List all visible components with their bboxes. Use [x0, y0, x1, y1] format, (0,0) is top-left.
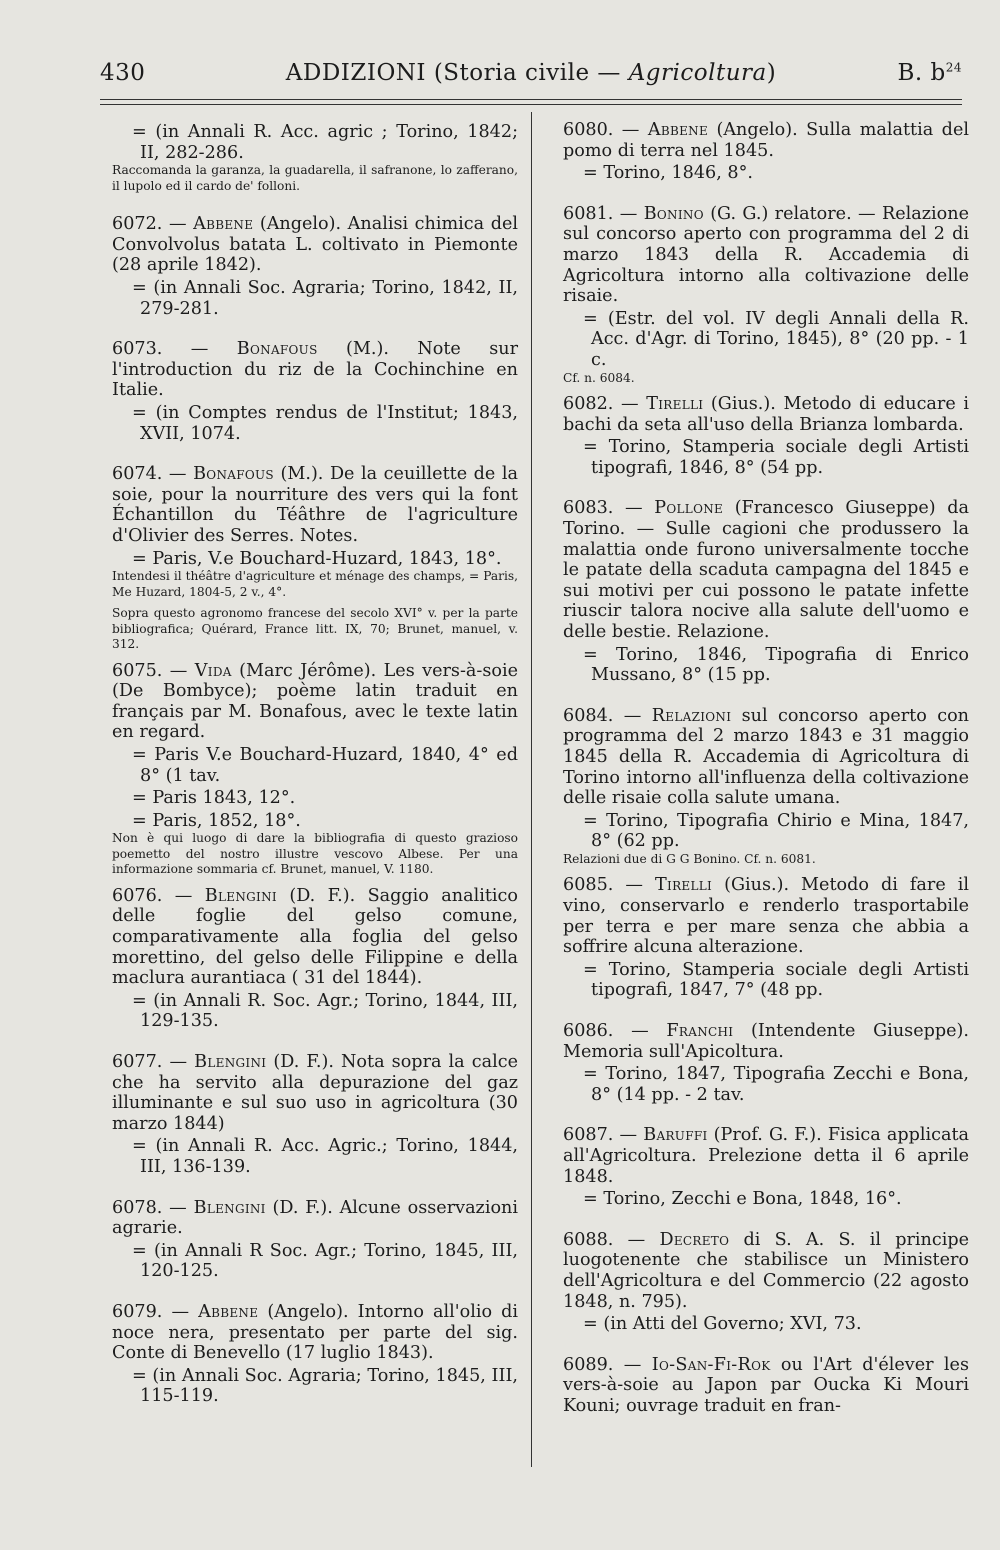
- entry-author: Franchi: [666, 1020, 734, 1041]
- entry-number: 6080.: [563, 120, 614, 140]
- entry-publication: = Torino, Zecchi e Bona, 1848, 16°.: [583, 1189, 902, 1210]
- entry-author: Blengini: [194, 1052, 267, 1072]
- entry-author: Abbene: [647, 120, 709, 140]
- entry-number: 6083.: [563, 498, 614, 519]
- entry-author: Blengini: [193, 1197, 266, 1218]
- entry-author: Tirelli: [655, 875, 713, 896]
- entry-text: 6086. — Franchi (Intendente Giuseppe). Memoria sull'Apicoltura.: [563, 1020, 970, 1062]
- bibliography-entry-6080: [563, 120, 969, 184]
- entry-publication: = Torino, Tipografia Chirio e Mina, 1847, 8° (62 pp.: [583, 810, 969, 852]
- entry-text: 6084. — Relazioni sul concorso aperto con programma del 2 marzo 1843 e 31 maggio 1845 della R. Accademia di Agricoltura di Torino intorno all'influenza della coltivazione delle risaie colla salute umana.: [563, 705, 970, 809]
- entry-publication: = Torino, 1846, 8°.: [583, 163, 753, 184]
- bibliography-entry-6075: [112, 661, 518, 878]
- entry-publication: = Paris 1843, 12°.: [132, 788, 296, 809]
- entry-number: 6086.: [563, 1020, 614, 1041]
- running-header: [100, 60, 962, 96]
- entry-note: Intendesi il théâtre d'agriculture et ménage des champs, = Paris, Me Huzard, 1804-5, 2 v., 4°.: [112, 569, 518, 599]
- entry-note: Sopra questo agronomo francese del secolo XVI° v. per la parte bibliografica; Quérard, France litt. IX, 70; Brunet, manuel, v. 312.: [112, 606, 518, 652]
- column-divider: [531, 112, 532, 1467]
- bibliography-entry-6073: [112, 339, 518, 444]
- entry-text: 6083. — Pollone (Francesco Giuseppe) da Torino. — Sulle cagioni che produssero la malattia onde furono universalmente tocche le patate della scaduta campagna del 1845 e sui motivi per cui possono le patate infette riuscir talora nocive alla salute dell'uomo e delle bestie. Relazione.: [563, 498, 970, 642]
- entry-publication: = (in Annali R Soc. Agr.; Torino, 1845, III, 120-125.: [132, 1240, 518, 1282]
- entry-text: 6075. — Vida (Marc Jérôme). Les vers-à-soie (De Bombyce); poème latin traduit en français par M. Bonafous, avec le texte latin en regard.: [112, 660, 518, 743]
- entry-author: Abbene: [198, 1301, 259, 1322]
- entry-text: 6081. — Bonino (G. G.) relatore. — Relazione sul concorso aperto con programma del 2 di marzo 1843 della R. Accademia di Agricoltura intorno alla coltivazione delle risaie.: [563, 203, 969, 307]
- entry-author: Vida: [194, 660, 232, 681]
- entry-publication: = (in Annali Soc. Agraria; Torino, 1842, II, 279-281.: [132, 277, 518, 319]
- signature-mark: B. $b^{24}$: [897, 60, 962, 86]
- entry-author: Abbene: [193, 214, 254, 235]
- bibliography-entry-6079: [112, 1302, 518, 1407]
- right-column: [563, 120, 969, 1436]
- entry-note: Relazioni due di G G Bonino. Cf. n. 6081.: [563, 851, 816, 866]
- bibliography-entry-6078: [112, 1198, 518, 1282]
- bibliography-entry-6089: [563, 1355, 969, 1417]
- entry-publication: = Paris, V.e Bouchard-Huzard, 1843, 18°.: [132, 548, 502, 569]
- bibliography-entry-6085: [563, 875, 969, 1001]
- entry-author: Bonafous: [193, 464, 274, 485]
- bibliography-entry: [112, 122, 518, 194]
- entry-author: Bonino: [643, 203, 704, 224]
- entry-text: 6072. — Abbene (Angelo). Analisi chimica del Convolvolus batata L. coltivato in Piemonte (28 aprile 1842).: [112, 214, 518, 276]
- entry-publication: = Paris V.e Bouchard-Huzard, 1840, 4° ed 8° (1 tav.: [132, 744, 518, 786]
- entry-number: 6079.: [112, 1301, 163, 1322]
- entry-number: 6087.: [563, 1125, 614, 1146]
- bibliography-entry-6082: [563, 394, 969, 478]
- entry-number: 6074.: [112, 464, 163, 485]
- entry-number: 6082.: [563, 394, 614, 415]
- entry-text: 6085. — Tirelli (Gius.). Metodo di fare il vino, conservarlo e renderlo trasportabile per terra e per mare senza che abbia a soffrire alcuna alterazione.: [563, 875, 969, 958]
- entry-author: Blengini: [204, 885, 277, 906]
- entry-note: Raccomanda la garanza, la guadarella, il safranone, lo zafferano, il lupolo ed il cardo de' folloni.: [112, 163, 518, 193]
- entry-publication: = Torino, Stamperia sociale degli Artisti tipografi, 1846, 8° (54 pp.: [583, 437, 969, 478]
- entry-number: 6088.: [563, 1229, 614, 1250]
- entry-publication: = Torino, 1847, Tipografia Zecchi e Bona, 8° (14 pp. - 2 tav.: [583, 1064, 969, 1105]
- entry-author: Decreto: [659, 1229, 730, 1250]
- entry-publication: = Torino, 1846, Tipografia di Enrico Mussano, 8° (15 pp.: [583, 644, 969, 686]
- entry-publication: = (Estr. del vol. IV degli Annali della R. Acc. d'Agr. di Torino, 1845), 8° (20 pp. - 1 c.: [583, 308, 969, 370]
- entry-publication: = (in Comptes rendus de l'Institut; 1843, XVII, 1074.: [132, 402, 518, 444]
- entry-publication: = Paris, 1852, 18°.: [132, 810, 301, 831]
- entry-text: 6074. — Bonafous (M.). De la ceuillette de la soie, pour la nourriture des vers qui la font Échantillon du Téâthre de l'agriculture d'Olivier des Serres. Notes.: [112, 464, 519, 546]
- entry-text: 6078. — Blengini (D. F.). Alcune osservazioni agrarie.: [112, 1197, 519, 1239]
- entry-text: 6080. — Abbene (Angelo). Sulla malattia del pomo di terra nel 1845.: [563, 120, 969, 161]
- entry-number: 6084.: [563, 705, 614, 726]
- bibliography-entry-6077: [112, 1052, 518, 1178]
- left-column: [112, 120, 518, 1427]
- entry-text: 6088. — Decreto di S. A. S. il principe luogotenente che stabilisce un Ministero dell'Agricoltura e del Commercio (22 agosto 1848, n. 795).: [563, 1229, 969, 1312]
- entry-note: Non è qui luogo di dare la bibliografia di questo grazioso poemetto del nostro illustre vescovo Albese. Per una informazione sommaria cf. Brunet, manuel, V. 1180.: [112, 831, 518, 877]
- bibliography-entry-6084: [563, 706, 969, 868]
- header-rule: [100, 99, 962, 100]
- entry-author: Bonafous: [236, 339, 318, 360]
- bibliography-entry-6076: [112, 886, 518, 1032]
- header-rule-second: [100, 104, 962, 105]
- entry-text: 6077. — Blengini (D. F.). Nota sopra la calce che ha servito alla depurazione del gaz illuminante e sul suo uso in agricoltura (30 marzo 1844): [112, 1052, 519, 1134]
- bibliography-entry-6087: [563, 1125, 969, 1209]
- entry-publication: = Torino, Stamperia sociale degli Artisti tipografi, 1847, 7° (48 pp.: [583, 959, 969, 1001]
- bibliography-entry-6074: [112, 464, 518, 652]
- bibliography-entry-6072: [112, 214, 518, 319]
- entry-text: 6087. — Baruffi (Prof. G. F.). Fisica applicata all'Agricoltura. Prelezione detta il 6 aprile 1848.: [563, 1125, 970, 1187]
- running-title: ADDIZIONI (Storia civile — Agricoltura): [285, 60, 777, 86]
- bibliography-entry-6081: [563, 204, 969, 386]
- entry-publication: = (in Annali R. Acc. agric ; Torino, 1842; II, 282-286.: [132, 122, 518, 163]
- entry-number: 6077.: [112, 1052, 163, 1072]
- entry-author: Pollone: [654, 498, 724, 519]
- entry-number: 6078.: [112, 1197, 163, 1218]
- entry-publication: = (in Annali Soc. Agraria; Torino, 1845, III, 115-119.: [132, 1365, 518, 1407]
- entry-text: 6082. — Tirelli (Gius.). Metodo di educare i bachi da seta all'uso della Brianza lombarda.: [563, 394, 969, 435]
- entry-author: Tirelli: [646, 394, 704, 415]
- entry-author: Baruffi: [643, 1125, 708, 1146]
- entry-author: Relazioni: [651, 705, 732, 726]
- entry-number: 6076.: [112, 885, 163, 906]
- entry-number: 6072.: [112, 214, 163, 235]
- entry-publication: = (in Annali R. Acc. Agric.; Torino, 1844, III, 136-139.: [132, 1136, 518, 1177]
- page-number: 430: [100, 60, 146, 86]
- entry-number: 6089.: [563, 1354, 614, 1375]
- entry-number: 6075.: [112, 660, 163, 681]
- entry-publication: = (in Annali R. Soc. Agr.; Torino, 1844, III, 129-135.: [132, 990, 518, 1032]
- entry-number: 6073.: [112, 339, 163, 360]
- entry-author: Io-San-Fi-Rok: [651, 1354, 771, 1375]
- entry-note: Cf. n. 6084.: [563, 370, 635, 385]
- bibliography-entry-6086: [563, 1021, 969, 1105]
- bibliography-entry-6083: [563, 498, 969, 685]
- entry-number: 6085.: [563, 875, 614, 896]
- entry-number: 6081.: [563, 203, 614, 224]
- entry-text: 6076. — Blengini (D. F.). Saggio analitico delle foglie del gelso comune, comparativamente alla foglia del gelso morettino, del gelso delle Filippine e della maclura aurantiaca ( 31 del 1844).: [112, 885, 518, 989]
- entry-text: 6079. — Abbene (Angelo). Intorno all'olio di noce nera, presentato per parte del sig. Conte di Benevello (17 luglio 1843).: [112, 1301, 518, 1364]
- bibliography-entry-6088: [563, 1230, 969, 1335]
- entry-text: 6073. — Bonafous (M.). Note sur l'introduction du riz de la Cochinchine en Italie.: [112, 339, 518, 401]
- entry-publication: = (in Atti del Governo; XVI, 73.: [583, 1314, 862, 1335]
- entry-text: 6089. — Io-San-Fi-Rok ou l'Art d'élever les vers-à-soie au Japon par Oucka Ki Mouri Kouni; ouvrage traduit en fran-: [563, 1354, 969, 1416]
